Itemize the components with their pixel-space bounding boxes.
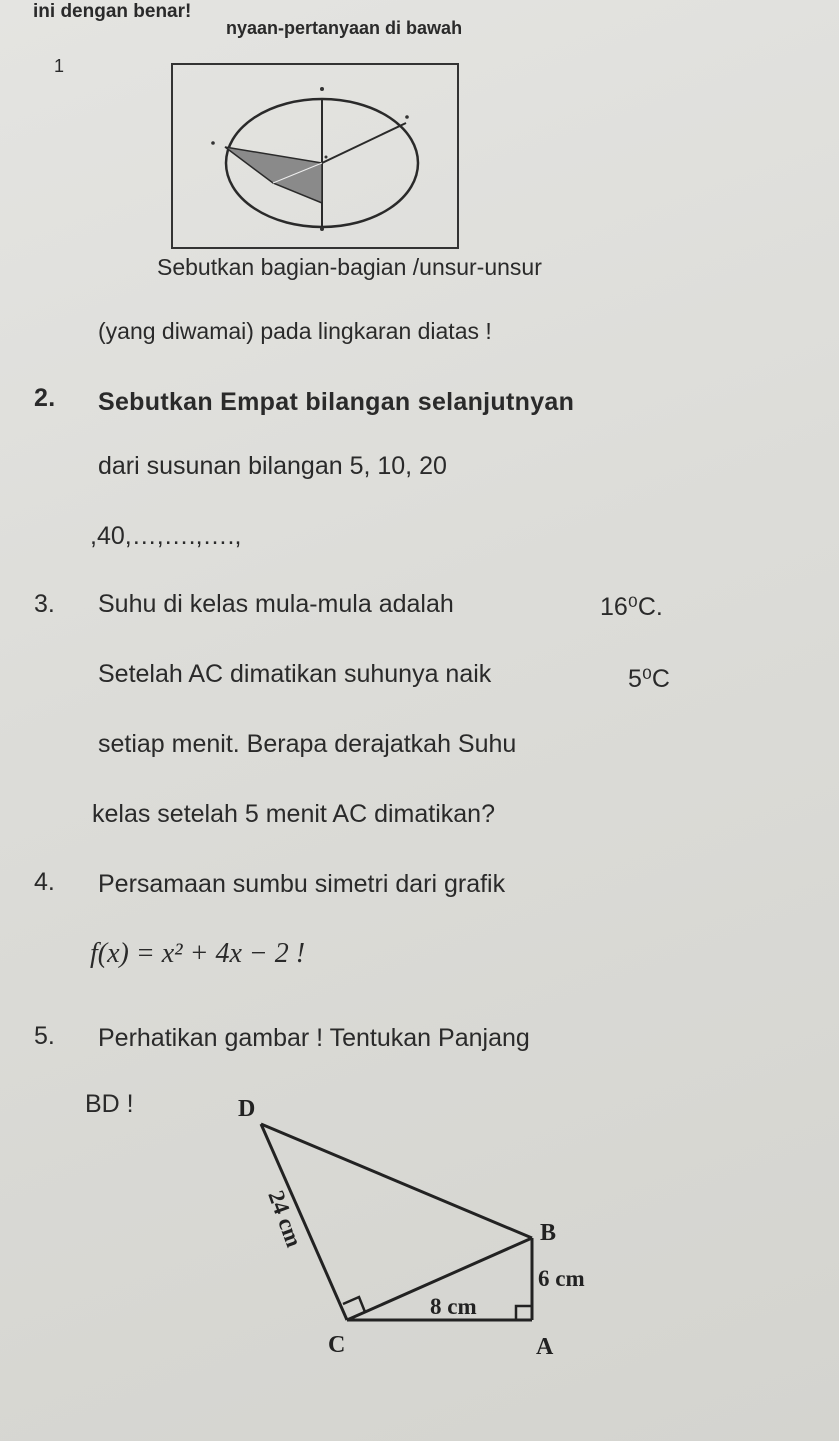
point-bottom: [320, 227, 324, 231]
q3-line-1: Suhu di kelas mula-mula adalah: [98, 590, 454, 618]
point-left: [211, 141, 215, 145]
point-right: [405, 115, 409, 119]
label-DC-length: 24 cm: [263, 1187, 307, 1251]
q2-line-2: dari susunan bilangan 5, 10, 20: [98, 452, 447, 480]
q3-line-4: kelas setelah 5 menit AC dimatikan?: [92, 800, 495, 828]
triangle-figure: [210, 1090, 630, 1380]
q4-number: 4.: [34, 868, 55, 896]
q1-number: 1: [54, 56, 65, 76]
q3-temp-2: 5⁰C: [628, 665, 670, 693]
q1-line-2: (yang diwamai) pada lingkaran diatas !: [98, 318, 492, 344]
header-line-2: ini dengan benar!: [33, 1, 192, 22]
q1-line-1: Sebutkan bagian-bagian /unsur-unsur: [157, 254, 542, 280]
q3-temp-1: 16⁰C.: [600, 593, 663, 621]
label-CA-length: 8 cm: [430, 1294, 477, 1319]
label-AB-length: 6 cm: [538, 1266, 585, 1291]
q4-line-1: Persamaan sumbu simetri dari grafik: [98, 870, 506, 898]
label-C: C: [328, 1332, 346, 1358]
label-B: B: [540, 1220, 557, 1246]
header-line-1: nyaan-pertanyaan di bawah: [226, 18, 463, 38]
q4-formula: f(x) = x² + 4x − 2 !: [90, 938, 306, 969]
q2-line-1: Sebutkan Empat bilangan selanjutnyan: [98, 388, 575, 416]
q2-number: 2.: [34, 384, 56, 412]
q3-number: 3.: [34, 590, 55, 618]
q2-line-3: ,40,…,….,….,: [90, 522, 242, 550]
right-angle-C: [343, 1297, 365, 1312]
q5-number: 5.: [34, 1022, 55, 1050]
q5-line-2: BD !: [85, 1090, 134, 1118]
segment-DB: [261, 1124, 532, 1238]
point-top: [320, 87, 324, 91]
point-center: [325, 156, 328, 159]
q3-line-3: setiap menit. Berapa derajatkah Suhu: [98, 730, 517, 758]
circle-figure: [171, 63, 459, 249]
q3-line-2: Setelah AC dimatikan suhunya naik: [98, 660, 492, 688]
label-D: D: [238, 1096, 256, 1122]
circle-diagram: [173, 65, 457, 247]
label-A: A: [536, 1334, 554, 1360]
right-angle-A: [516, 1306, 532, 1320]
radius-line: [322, 123, 406, 163]
q5-line-1: Perhatikan gambar ! Tentukan Panjang: [98, 1024, 530, 1052]
